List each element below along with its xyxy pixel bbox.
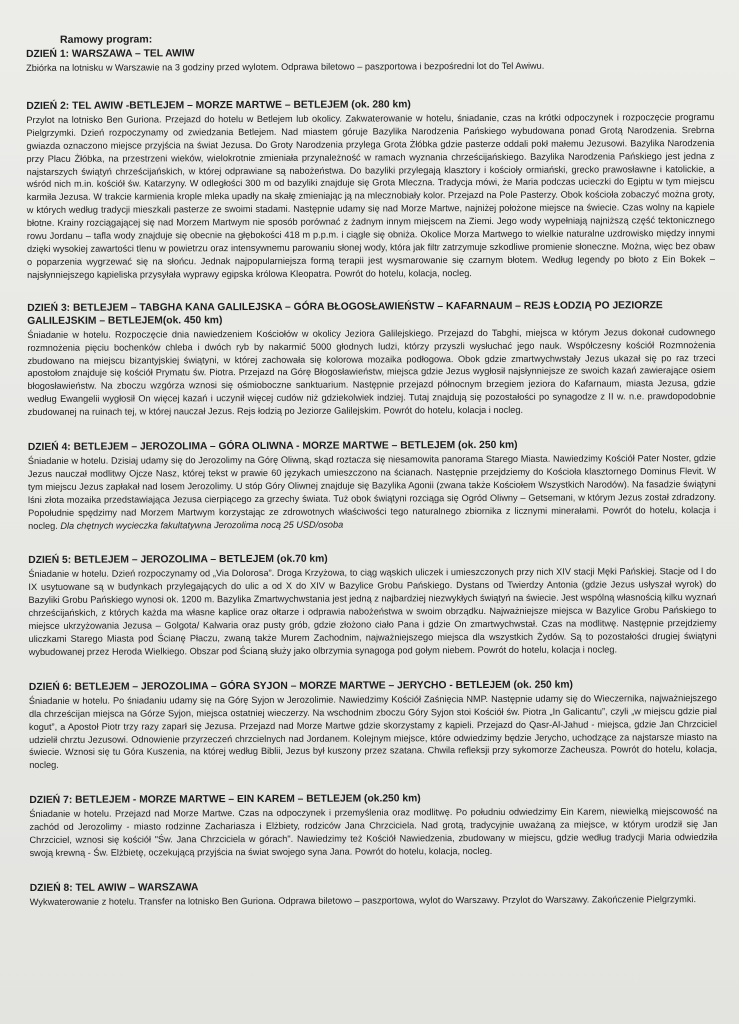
day-title: DZIEŃ 8: TEL AWIW – WARSZAWA xyxy=(29,882,199,894)
day-title: DZIEŃ 2: TEL AWIW -BETLEJEM – MORZE MARTWE – BETLEJEM (ok. 280 km) xyxy=(26,99,411,112)
day-description: Śniadanie w hotelu. Przejazd nad Morze Martwe. Czas na odpoczynek i przemyślenia oraz modlitwę. Po południu odwiedzimy Ein Karem, niewielką miejscowość na zachód od Jerozolimy - miasto rodzinne Zachariasza i Elżbiety, rodziców Jana Chrzciciela. Nad grotą, tradycyjnie uważaną za miejsce, w którym urodził się Jan Chrzciciel, wznosi się kościół "Św. Jana Chrzciciela w górach". Nawiedzimy też Kościół Nawiedzenia, zbudowany w miejscu, gdzie według tradycji Maria odwiedziła swoją krewną - Św. Elżbietę, oczekującą przyjścia na świat swojego syna Jana. Powrót do hotelu, kolacja, nocleg. xyxy=(29,806,718,858)
day-title: DZIEŃ 5: BETLEJEM – JEROZOLIMA – BETLEJEM (ok.70 km) xyxy=(28,554,328,567)
day-title: DZIEŃ 7: BETLEJEM - MORZE MARTWE – EIN KAREM – BETLEJEM (ok.250 km) xyxy=(29,793,421,807)
day-description: Wykwaterowanie z hotelu. Transfer na lotnisko Ben Guriona. Odprawa biletowo – paszportowa, wylot do Warszawy. Przylot do Warszawy. Zakończenie Pielgrzymki. xyxy=(29,893,697,907)
day-description xyxy=(28,452,716,532)
day-section-2 xyxy=(26,97,715,282)
program-heading: Ramowy program: xyxy=(59,33,153,46)
day-title: DZIEŃ 6: BETLEJEM – JEROZOLIMA – GÓRA SYJON – MORZE MARTWE – JERYCHO - BETLEJEM (ok. 250 km) xyxy=(28,679,573,693)
day-section-3 xyxy=(27,299,716,419)
program-document xyxy=(26,31,718,923)
day-section-1 xyxy=(26,45,714,75)
optional-excursion-note: Dla chętnych wycieczka fakultatywna Jerozolima nocą 25 USD/osoba xyxy=(60,519,344,531)
day-description: Śniadanie w hotelu. Dzień rozpoczynamy od „Via Dolorosa”. Droga Krzyżowa, to ciąg wąskich uliczek i umieszczonych przy nich XIV stacji Męki Pańskiej. Stacje od I do IX usytuowane są w budynkach przylegających do ulic a od X do XIV w Bazylice Grobu Pańskiego. Dystans od Twierdzy Antonia (gdzie Jezus usłyszał wyrok) do Bazyliki Grobu Pańskiego wynosi ok. 1200 m. Bazylika Zmartwychwstania jest jedną z najbardziej niezwykłych świątyń na świecie. Jest wspólną własnością kilku wyznań chrześcijańskich, z których każda ma własne kaplice oraz ołtarze i odprawia nabożeństwa w swoim obrządku. Najważniejsze miejsca w Bazylice Grobu Pańskiego to miejsce ukrzyżowania Jezusa – Golgota/ Kalwaria oraz pusty grób, gdzie złożono ciało Pana i gdzie On zmartwychwstał. Czas na modlitwę. Następnie przejdziemy uliczkami Starego Miasta pod Ścianę Płaczu, zwaną także Murem Zachodnim, najważniejszego miejsca dla wszystkich Żydów. Są to pozostałości drugiej świątyni wybudowanej przez Heroda Wielkiego. Obszar pod Ścianą służy jako olbrzymia synagoga pod gołym niebem. Powrót do hotelu, kolacja i nocleg. xyxy=(28,566,717,657)
day-description-text: Śniadanie w hotelu. Dzisiaj udamy się do Jerozolimy na Górę Oliwną, skąd roztacza się niesamowita panorama Starego Miasta. Nawiedzimy Kościół Pater Noster, gdzie Jezus nauczał modlitwy Ojcze Nasz, której tekst w prawie 60 językach umieszczono na ścianach. Następnie przejdziemy do Kościoła klasztornego Dominus Flevit. W tym miejscu Jezus zapłakał nad losem Jerozolimy. U stóp Góry Oliwnej znajduje się Bazylika Agonii (zwana także Kościołem Wszystkich Narodów). Na fasadzie świątyni lśni złota mozaika przedstawiająca Jezusa cierpiącego za grzechy świata. Tuż obok świątyni rozciąga się Ogród Oliwny – Getsemani, w którym Jezus został zdradzony. Popołudnie spędzimy nad Morzem Martwym korzystając ze zdrowotnych właściwości tego naturalnego zbiornika z licznymi minerałami. Powrót do hotelu, kolacja i nocleg. xyxy=(27,453,717,531)
day-section-6 xyxy=(29,678,717,772)
day-title: DZIEŃ 4: BETLEJEM – JEROZOLIMA – GÓRA OLIWNA - MORZE MARTWE – BETLEJEM (ok. 250 km) xyxy=(27,439,518,454)
day-section-7 xyxy=(29,791,717,860)
day-section-5 xyxy=(28,551,716,658)
day-section-4 xyxy=(28,438,716,532)
day-title: DZIEŃ 1: WARSZAWA – TEL AWIW xyxy=(26,48,195,60)
day-section-8 xyxy=(30,879,718,909)
day-description: Zbiórka na lotnisku w Warszawie na 3 godziny przed wylotem. Odprawa biletowo – paszportowa i bezpośredni lot do Tel Awiwu. xyxy=(26,60,545,73)
day-description: Śniadanie w hotelu. Po śniadaniu udamy się na Górę Syjon w Jerozolimie. Nawiedzimy Kościół Zaśnięcia NMP. Następnie udamy się do Wieczernika, najważniejszego dla chrześcijan miejsca na Górze Syjon, miejsca ostatniej wieczerzy. Na wschodnim zboczu Góry Syjon stoi Kościół św. Piotra „In Galicantu”, czyli „w miejscu gdzie pial kogut”, a Apostoł Piotr trzy razy zaparł się Jezusa. Przejazd nad Morze Martwe gdzie skorzystamy z kąpieli. Przejazd do Qasr-Al-Jahud - miejsca, gdzie Jan Chrzciciel udzielił chrztu Jezusowi. Odnowienie przyrzeczeń chrzcielnych nad Jordanem. Kolejnym miejsce, które odwiedzimy będzie Jerycho, uchodzące za najstarsze miasto na świecie. Wznosi się tu Góra Kuszenia, na której według Biblii, Jezus był kuszony przez szatana. Chwila refleksji przy sykomorze Zacheusza. Powrót do hotelu, kolacja, nocleg. xyxy=(28,692,718,771)
day-title: DZIEŃ 3: BETLEJEM – TABGHA KANA GALILEJSKA – GÓRA BŁOGOSŁAWIEŃSTW – KAFARNAUM – REJS ŁODZIĄ PO JEZIORZE GALILEJSKIM – BETLEJEM(ok. 450 km) xyxy=(27,299,663,327)
day-description: Przylot na lotnisko Ben Guriona. Przejazd do hotelu w Betlejem lub okolicy. Zakwaterowanie w hotelu, śniadanie, czas na krótki odpoczynek i rozpoczęcie programu Pielgrzymki. Dzień rozpoczynamy od zwiedzania Betlejem. Nad miastem góruje Bazylika Narodzenia Pańskiego wybudowana ponad Grotą Narodzenia. Srebrna gwiazda oznaczono miejsce przyjścia na świat Jezusa. Do Groty Narodzenia przylega Grota Żłóbka gdzie pasterze oddali pokł małemu Jezusowi. Bazylika Narodzenia przy Placu Żłóbka, na przestrzeni wieków, wielokrotnie zmieniała przynależność w ramach wyznania chrześcijańskiego. Bazylika Narodzenia Pańskiego jest jedna z najstarszych świątyń chrześcijańskich, w której odprawiane są nabożeństwa. Do bazyliki przylegają klasztory i kościoły ormiański, grecko prawosławne i katolickie, a wśród nich m.in. kościół św. Katarzyny. W odległości 300 m od bazyliki znajduje się Grota Mleczna. Tradycja mówi, że Maria podczas ucieczki do Egiptu w tym miejscu karmiła Jezusa. W trakcie karmienia krople mleka upadły na skałę zmieniając ją na mlecznobiały kolor. Przejazd na Pole Pasterzy. Obok kościoła zobaczyć można groty, w których według tradycji mieszkali pasterze ze swoimi stadami. Następnie udamy się nad Morze Martwe, najniżej położone miejsce na świecie. Czas wolny na kąpiele błotne. Krainy rozciągającej się nad Morzem Martwym nie sposób porównać z żadnym innym miejscem na Ziemi. Jego wody wypełniają najniższą część tektonicznego rowu Jordanu – tafla wody znajduje się obecnie na głębokości 418 m p.p.m. i ciągle się obniża. Okolice Morza Martwego to wielkie naturalne uzdrowisko między innymi dzięki wysokiej zawartości tlenu w powietrzu oraz intensywnemu parowaniu słonej wody, która jak filtr zatrzymuje szkodliwe promienie słoneczne. Można, więc bez obaw o poparzenia wygrzewać się na słońcu. Jednak najpopularniejsza formą terapii jest wysmarowanie się czarnym błotem. Według legendy po błoto z Ein Bokek – najsłynniejszego kąpieliska przysyłała wyprawy egipska królowa Kleopatra. Powrót do hotelu, kolacja, nocleg. xyxy=(26,111,716,280)
day-description: Śniadanie w hotelu. Rozpoczęcie dnia nawiedzeniem Kościołów w okolicy Jeziora Galilejskiego. Przejazd do Tabghi, miejsca w którym Jezus dokonał cudownego rozmnożenia pięciu bochenków chleba i dwóch ryb by nakarmić 5000 głodnych ludzi, którzy przyszli wysłuchać jego nauk. Współczesny kościół Rozmnożenia zbudowano na miejscu bizantyjskiej świątyni, w której zachowała się kolorowa mozaika podłogowa. Obok gdzie zmartwychwstały Jezus ukazał się po raz trzeci apostołom znajduje się kościół Prymatu św. Piotra. Przejazd na Górę Błogosławieństw, miejsca gdzie Jezus wygłosił najsłynniejsze ze swoich kazań zawierające osiem błogosławieństw. Na zboczu wzgórza wznosi się ośmioboczne sanktuarium. Następnie przejazd północnym brzegiem jeziora do Kafarnaum, miasta Jezusa, gdzie według Ewangelii wygłosił On więcej kazań i uczynił więcej cudów niż gdziekolwiek indziej. Tutaj znajdują się pozostałości po synagodze z II w. n.e. prawdopodobnie zbudowanej na ruinach tej, w której nauczał Jezus. Rejs łodzią po Jeziorze Galilejskim. Powrót do hotelu, kolacja i nocleg. xyxy=(27,326,716,418)
